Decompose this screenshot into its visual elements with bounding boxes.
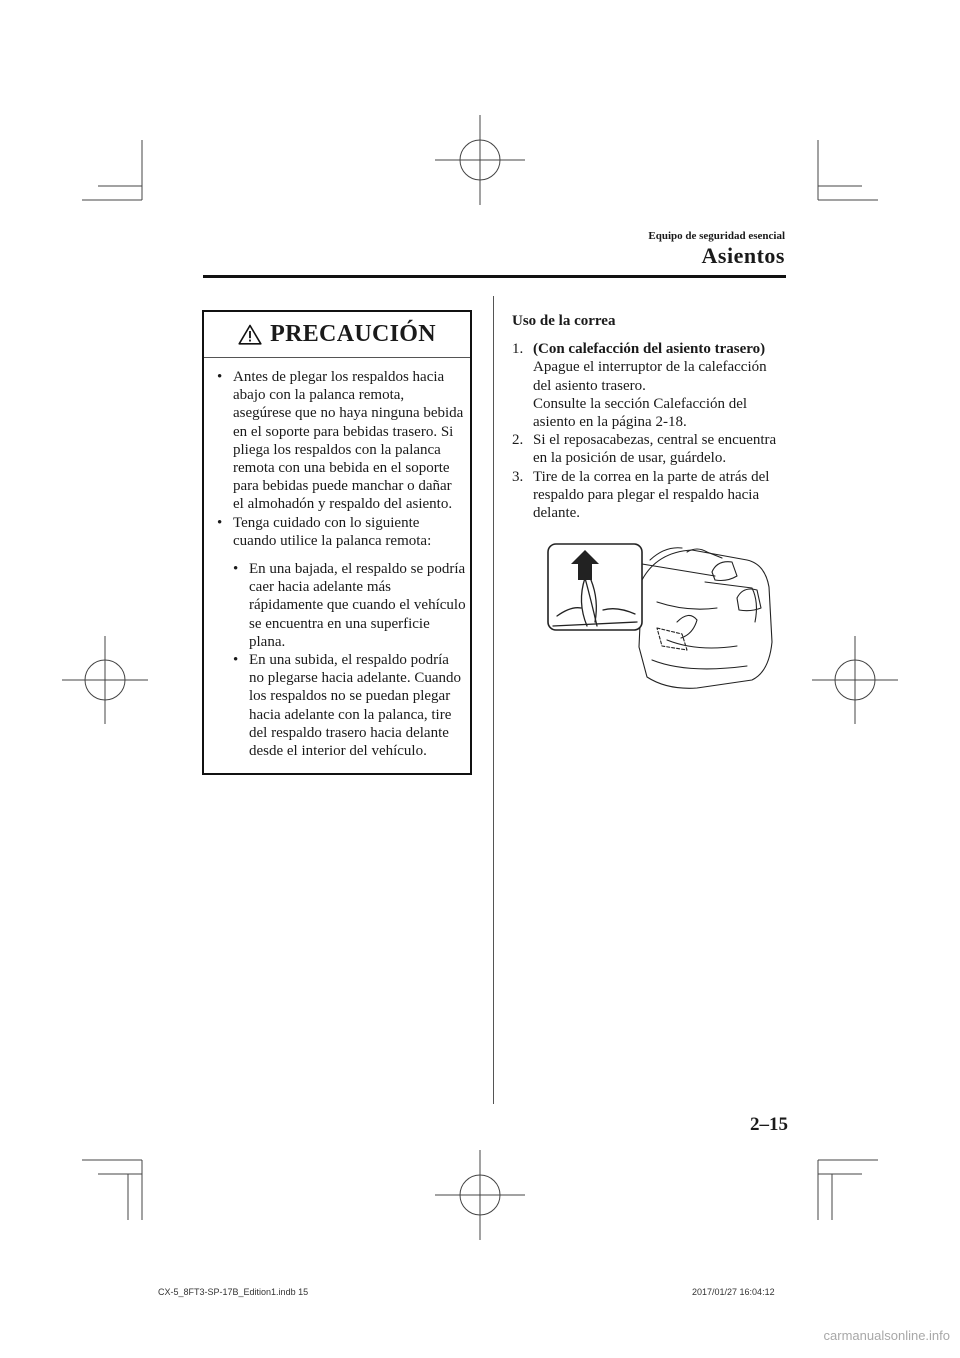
page-number: 2–15 (750, 1114, 788, 1135)
instruction-step (512, 340, 787, 431)
caution-bullet (212, 514, 466, 550)
instructions (512, 312, 787, 522)
caution-body (204, 358, 470, 760)
header-divider (203, 275, 786, 278)
caution-box (202, 310, 472, 775)
step-number: 3. (512, 468, 524, 485)
seat-strap-illustration-icon (547, 542, 777, 692)
caution-header (204, 312, 470, 358)
caution-sub-bullet (228, 651, 466, 760)
caution-sub-list (228, 560, 466, 760)
caution-bullet (212, 368, 466, 514)
bullet-dot: • (217, 369, 223, 385)
caution-sub-bullet-text: En una bajada, el respaldo se podría caer hacia adelante más rápidamente que cuando el vehículo se encuentra en una superficie plana. (249, 561, 466, 650)
footer-file-info: CX-5_8FT3-SP-17B_Edition1.indb 15 (158, 1287, 309, 1297)
bullet-dot: • (217, 514, 223, 531)
step-condition: (Con calefacción del asiento trasero) (533, 341, 766, 358)
step-number: 2. (512, 432, 524, 449)
step-text: Tire de la correa en la parte de atrás del respaldo para plegar el respaldo hacia delante. (533, 468, 770, 522)
caution-title: PRECAUCIÓN (270, 321, 436, 347)
footer-timestamp: 2017/01/27 16:04:12 (692, 1287, 775, 1297)
instruction-step (512, 431, 787, 467)
caution-sub-bullet-text: En una subida, el respaldo podría no plegarse hacia adelante. Cuando los respaldos no se puedan plegar hacia adelante con la palanca, tire del respaldo trasero hacia delante desde el interior del vehículo. (249, 652, 461, 760)
column-divider (493, 296, 494, 1104)
caution-bullet-text: Tenga cuidado con lo siguiente cuando utilice la palanca remota: (233, 514, 432, 549)
caution-bullet-text: Antes de plegar los respaldos hacia abajo con la palanca remota, asegúrese que no haya ninguna bebida en el soporte para bebidas trasero. Si pliega los respaldos con la palanca remota con una bebida en el soporte para bebidas puede manchar o dañar el almohadón y respaldo del asiento. (233, 369, 464, 513)
bullet-dot: • (233, 561, 239, 578)
page-title: Asientos (701, 243, 785, 268)
section-heading: Equipo de seguridad esencial (648, 230, 785, 242)
step-number: 1. (512, 341, 524, 358)
warning-triangle-icon (238, 324, 262, 345)
instruction-step (512, 468, 787, 523)
step-text: Si el reposacabezas, central se encuentra en la posición de usar, guárdelo. (533, 432, 777, 467)
bullet-dot: • (233, 652, 239, 669)
caution-sub-bullet (228, 560, 466, 651)
watermark-site: carmanualsonline.info (823, 1328, 950, 1343)
step-text: Consulte la sección Calefacción del asiento en la página 2-18. (533, 395, 748, 431)
instructions-title: Uso de la correa (512, 313, 616, 329)
step-text: Apague el interruptor de la calefacción del asiento trasero. (533, 359, 767, 394)
